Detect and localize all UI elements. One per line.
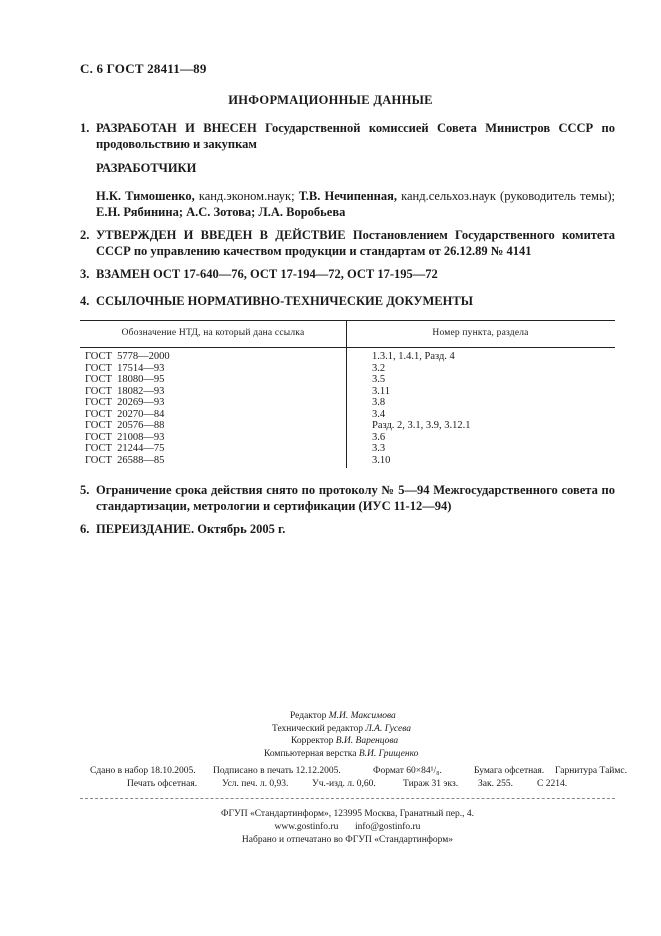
table-row-clause: 3.4 — [372, 408, 386, 420]
print-order: Зак. 255. — [478, 779, 513, 789]
credit-name: В.И. Грищенко — [358, 748, 419, 759]
section-1-text: Государственной комиссией Совета Министров СССР по продовольствию и закупкам — [96, 121, 615, 151]
table-row-doc: ГОСТ 20576—88 — [85, 420, 165, 431]
publisher-contacts — [80, 821, 615, 834]
section-4 — [80, 293, 615, 309]
section-2-number: 2. — [80, 228, 90, 242]
section-1-lead: РАЗРАБОТАН И ВНЕСЕН — [96, 121, 257, 135]
developers-heading: РАЗРАБОТЧИКИ — [96, 161, 197, 175]
print-code: С 2214. — [537, 779, 568, 789]
credit-role: Редактор — [290, 711, 329, 721]
developers-block — [80, 160, 615, 220]
section-5-number: 5. — [80, 483, 90, 497]
section-1 — [80, 120, 615, 152]
print-paper: Бумага офсетная. — [474, 766, 545, 776]
section-3-text: ВЗАМЕН ОСТ 17-640—76, ОСТ 17-194—72, ОСТ 17-195—72 — [96, 267, 438, 281]
publisher-email: info@gostinfo.ru — [354, 822, 421, 832]
table-row-clause: 3.2 — [372, 362, 386, 374]
section-6 — [80, 521, 615, 537]
publisher-printed-by: Набрано и отпечатано во ФГУП «Стандартинформ» — [241, 835, 454, 845]
table-row-doc: ГОСТ 5778—2000 — [85, 351, 170, 362]
table-row-clause: Разд. 2, 3.1, 3.9, 3.12.1 — [372, 420, 471, 431]
section-5-text: Ограничение срока действия снято по протоколу № 5—94 Межгосударственного совета по стандартизации, метрологии и сертификации (ИУС 11-12—94) — [96, 483, 615, 513]
section-6-text: ПЕРЕИЗДАНИЕ. Октябрь 2005 г. — [96, 522, 286, 536]
table-row-clause: 3.10 — [372, 454, 391, 466]
credits-block — [264, 710, 550, 760]
credit-layout — [264, 748, 550, 761]
references-table — [80, 320, 615, 468]
publisher-address: ФГУП «Стандартинформ», 123995 Москва, Гранатный пер., 4. — [220, 809, 475, 819]
section-4-number: 4. — [80, 294, 90, 308]
section-5 — [80, 482, 615, 514]
print-pub-sheets: Уч.-изд. л. 0,60. — [312, 779, 376, 789]
credit-name: Л.А. Гусева — [365, 723, 412, 734]
credit-role: Технический редактор — [272, 723, 366, 734]
table-row-doc: ГОСТ 18082—93 — [85, 385, 165, 397]
print-typeset-date: Сдано в набор 18.10.2005. — [90, 766, 196, 776]
credit-tech-editor — [272, 723, 550, 736]
table-row-clause: 3.6 — [372, 431, 386, 443]
developer-1-degree: канд.эконом.наук; — [194, 189, 299, 203]
section-4-text: ССЫЛОЧНЫЕ НОРМАТИВНО-ТЕХНИЧЕСКИЕ ДОКУМЕНТЫ — [96, 294, 473, 308]
print-signed-date: Подписано в печать 12.12.2005. — [213, 766, 341, 776]
table-row-doc: ГОСТ 20270—84 — [85, 408, 165, 420]
developer-others: Е.Н. Рябинина; А.С. Зотова; Л.А. Воробьева — [96, 205, 346, 219]
imprint-separator — [80, 798, 615, 799]
page-header: С. 6 ГОСТ 28411—89 — [80, 61, 207, 76]
credit-editor — [290, 710, 550, 723]
section-3-number: 3. — [80, 267, 90, 281]
developer-2-degree: канд.сельхоз.наук (руководитель темы); — [397, 189, 615, 203]
table-header-clause: Номер пункта, раздела — [432, 328, 529, 338]
table-header-rule — [80, 347, 615, 348]
print-sheets: Усл. печ. л. 0,93. — [222, 779, 289, 789]
table-column-divider — [346, 320, 347, 468]
table-row-doc: ГОСТ 18080—95 — [85, 374, 165, 385]
credit-name: В.И. Варенцова — [335, 736, 399, 747]
section-6-number: 6. — [80, 522, 90, 536]
table-row-clause: 1.3.1, 1.4.1, Разд. 4 — [372, 351, 455, 362]
credit-name: М.И. Максимова — [328, 711, 396, 721]
credit-role: Корректор — [291, 736, 336, 747]
section-2-lead: УТВЕРЖДЕН И ВВЕДЕН В ДЕЙСТВИЕ — [96, 228, 346, 242]
table-top-rule — [80, 320, 615, 321]
developers-list — [96, 188, 615, 220]
publisher-website: www.gostinfo.ru — [274, 822, 339, 832]
section-2 — [80, 227, 615, 259]
page-title: ИНФОРМАЦИОННЫЕ ДАННЫЕ — [228, 93, 433, 107]
section-3 — [80, 266, 615, 282]
print-typeface: Гарнитура Таймс. — [555, 766, 627, 776]
credit-corrector — [290, 735, 550, 748]
table-column-documents — [85, 351, 170, 466]
section-2-text: Постановлением Государственного комитета СССР по управлению качеством продукции и стандартам от 26.12.89 № 4141 — [96, 228, 615, 258]
print-format: Формат 60×84¹/₈. — [373, 766, 442, 776]
developer-2-name: Т.В. Нечипенная, — [298, 189, 398, 203]
table-row-doc: ГОСТ 21008—93 — [85, 431, 165, 443]
credit-role: Компьютерная верстка — [264, 748, 359, 759]
print-method: Печать офсетная. — [127, 779, 198, 789]
table-row-clause: 3.11 — [372, 385, 390, 397]
table-header-document: Обозначение НТД, на который дана ссылка — [121, 328, 305, 338]
table-row-clause: 3.5 — [372, 374, 386, 385]
table-row-doc: ГОСТ 17514—93 — [85, 362, 165, 374]
section-1-number: 1. — [80, 121, 90, 135]
table-row-doc: ГОСТ 21244—75 — [85, 443, 165, 454]
print-run: Тираж 31 экз. — [403, 779, 459, 789]
table-row-clause: 3.8 — [372, 397, 386, 408]
table-row-doc: ГОСТ 20269—93 — [85, 397, 165, 408]
table-row-doc: ГОСТ 26588—85 — [85, 454, 165, 466]
table-row-clause: 3.3 — [372, 443, 386, 454]
table-column-clauses — [372, 351, 471, 466]
developer-1-name: Н.К. Тимошенко, — [96, 189, 195, 203]
